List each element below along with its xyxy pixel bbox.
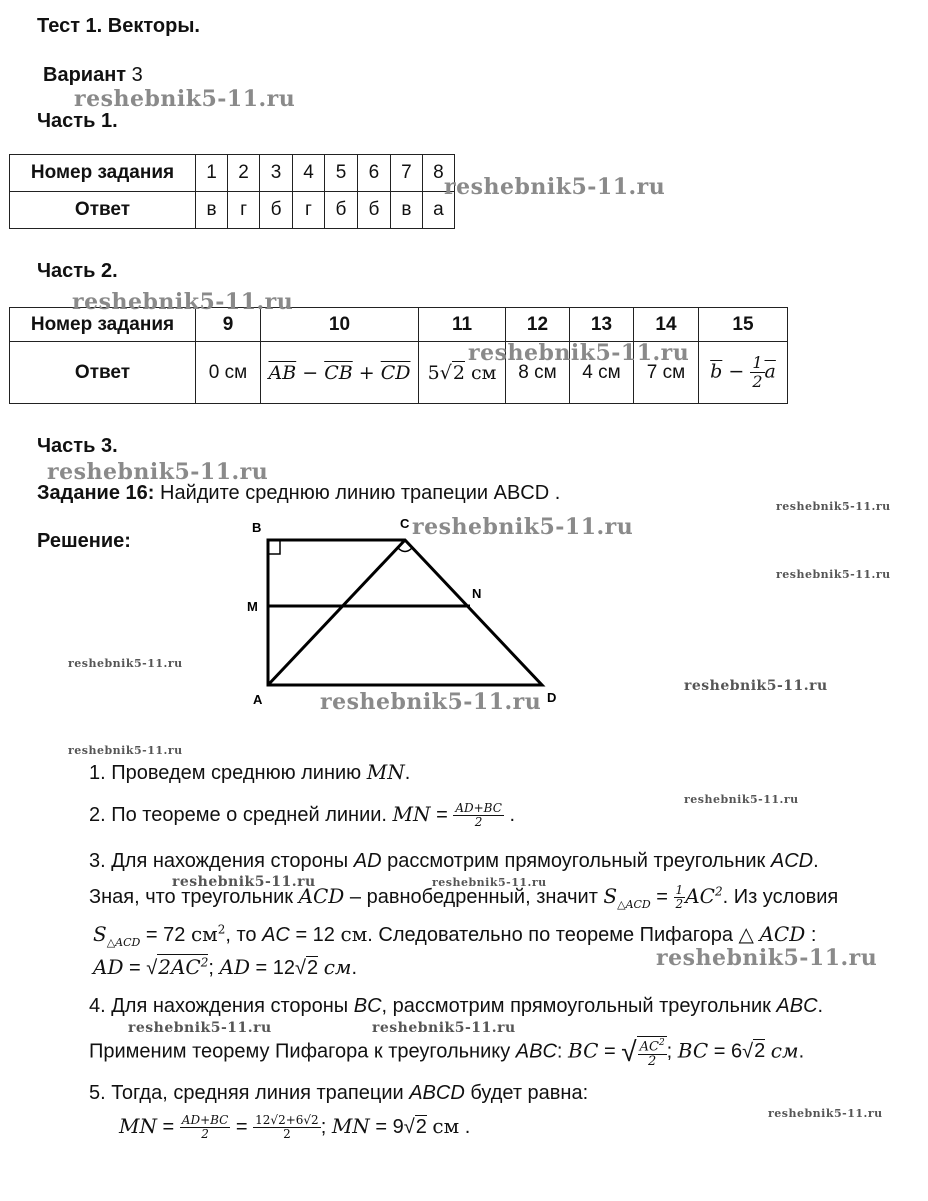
step-1: 1. Проведем среднюю линию MN. (89, 760, 411, 784)
part2-number: 15 (699, 308, 788, 342)
part2-number: 10 (261, 308, 419, 342)
part1-number: 5 (325, 155, 358, 192)
part1-number: 7 (390, 155, 422, 192)
part1-heading: Часть 1. (37, 110, 118, 132)
solution-label: Решение: (37, 530, 131, 552)
test-title: Тест 1. Векторы. (37, 15, 200, 37)
trapezoid-figure (240, 510, 560, 710)
watermark: reshebnik5-11.ru (172, 874, 316, 890)
step-3-line2: Зная, что треугольник ACD – равнобедренный, значит $S_{\triangle ACD}$ = $\frac{1}{2}$ $AC^2$. Из условия (89, 883, 839, 912)
watermark: reshebnik5-11.ru (684, 678, 828, 694)
label-a: A (253, 692, 263, 707)
watermark: reshebnik5-11.ru (74, 86, 296, 112)
watermark: reshebnik5-11.ru (684, 793, 799, 806)
step-3-line3: $S_{\triangle ACD} = 72$ $см^2$, то AC = 12 см. Следовательно по теореме Пифагора △ ACD : (93, 922, 817, 949)
watermark: reshebnik5-11.ru (320, 689, 542, 715)
part2-number: 11 (419, 308, 506, 342)
label-c: C (400, 516, 410, 531)
watermark: reshebnik5-11.ru (68, 744, 183, 757)
part1-number: 2 (228, 155, 260, 192)
part1-number: 1 (196, 155, 228, 192)
part1-number: 8 (422, 155, 454, 192)
step-4-line1: 4. Для нахождения стороны BC, рассмотрим прямоугольный треугольник ABC. (89, 995, 824, 1017)
part2-number: 13 (570, 308, 634, 342)
label-n: N (472, 586, 482, 601)
right-angle-c (398, 548, 412, 552)
watermark: reshebnik5-11.ru (776, 500, 891, 513)
variant-label: Вариант 3 (43, 64, 143, 86)
step-5-line2: MN = $\frac{AD+BC}{2}$ = $\frac{12√2+6√2}{2}$ ; MN = 9√2 см . (119, 1113, 471, 1142)
part2-answer: 4 см (570, 342, 634, 404)
diagonal-ac (268, 540, 405, 685)
step-3-line1: 3. Для нахождения стороны AD рассмотрим прямоугольный треугольник ACD. (89, 850, 819, 872)
part1-answer: б (325, 192, 358, 229)
part1-answer: г (228, 192, 260, 229)
part1-answer: в (196, 192, 228, 229)
watermark: reshebnik5-11.ru (768, 1107, 883, 1120)
part2-heading: Часть 2. (37, 260, 118, 282)
step-3-line4: AD = $√2AC^2$; AD = 12√2 см. (93, 955, 358, 979)
label-m: M (247, 599, 258, 614)
part2-number: 9 (196, 308, 261, 342)
part2-number: 14 (634, 308, 699, 342)
right-angle-b (268, 540, 280, 554)
part2-number-header: Номер задания (10, 308, 196, 342)
watermark: reshebnik5-11.ru (68, 657, 183, 670)
trapezoid-abcd (268, 540, 542, 685)
part1-answer: б (357, 192, 390, 229)
watermark: reshebnik5-11.ru (47, 459, 269, 485)
part1-answer: б (260, 192, 293, 229)
task-label: Задание 16: (37, 482, 155, 504)
part1-number: 3 (260, 155, 293, 192)
part2-answer-sqrt: 5√2 см (419, 342, 506, 404)
part2-answer-vector-sum: $\overline{AB} - \overline{CB} + \overline{CD}$ (261, 342, 419, 404)
watermark: reshebnik5-11.ru (432, 876, 547, 889)
watermark: reshebnik5-11.ru (656, 945, 878, 971)
watermark: reshebnik5-11.ru (128, 1020, 272, 1036)
part2-answer-vector-combo: $\overline{b}$ − $\frac{1}{2}$ $\overline{a}$ (699, 342, 788, 404)
watermark: reshebnik5-11.ru (72, 289, 294, 315)
part2-answer: 7 см (634, 342, 699, 404)
watermark: reshebnik5-11.ru (412, 514, 634, 540)
label-b: B (252, 520, 262, 535)
label-d: D (547, 690, 557, 705)
watermark: reshebnik5-11.ru (444, 174, 666, 200)
part2-answer: 0 см (196, 342, 261, 404)
step-5-line1: 5. Тогда, средняя линия трапеции ABCD будет равна: (89, 1082, 589, 1104)
part1-number: 6 (357, 155, 390, 192)
part1-number: 4 (293, 155, 325, 192)
part2-answer: 8 см (506, 342, 570, 404)
watermark: reshebnik5-11.ru (468, 340, 690, 366)
part3-heading: Часть 3. (37, 435, 118, 457)
part1-answer: г (293, 192, 325, 229)
step-4-line2: Применим теорему Пифагора к треугольнику ABC: BC = √ $\frac{AC^2}{2}$ ; BC = 6√2 см. (89, 1036, 805, 1069)
step-2: 2. По теореме о средней линии. MN = $\frac{AD+BC}{2}$ . (89, 801, 516, 830)
part1-answer: а (422, 192, 454, 229)
watermark: reshebnik5-11.ru (372, 1020, 516, 1036)
part2-answer-header: Ответ (10, 342, 196, 404)
task16 (37, 482, 560, 505)
task-text: Найдите среднюю линию трапеции ABCD . (160, 482, 561, 504)
watermark: reshebnik5-11.ru (776, 568, 891, 581)
part1-number-header: Номер задания (10, 155, 196, 192)
variant-number: 3 (131, 64, 143, 86)
part1-answer: в (390, 192, 422, 229)
part1-answer-header: Ответ (10, 192, 196, 229)
part1-table (9, 154, 455, 229)
part2-number: 12 (506, 308, 570, 342)
